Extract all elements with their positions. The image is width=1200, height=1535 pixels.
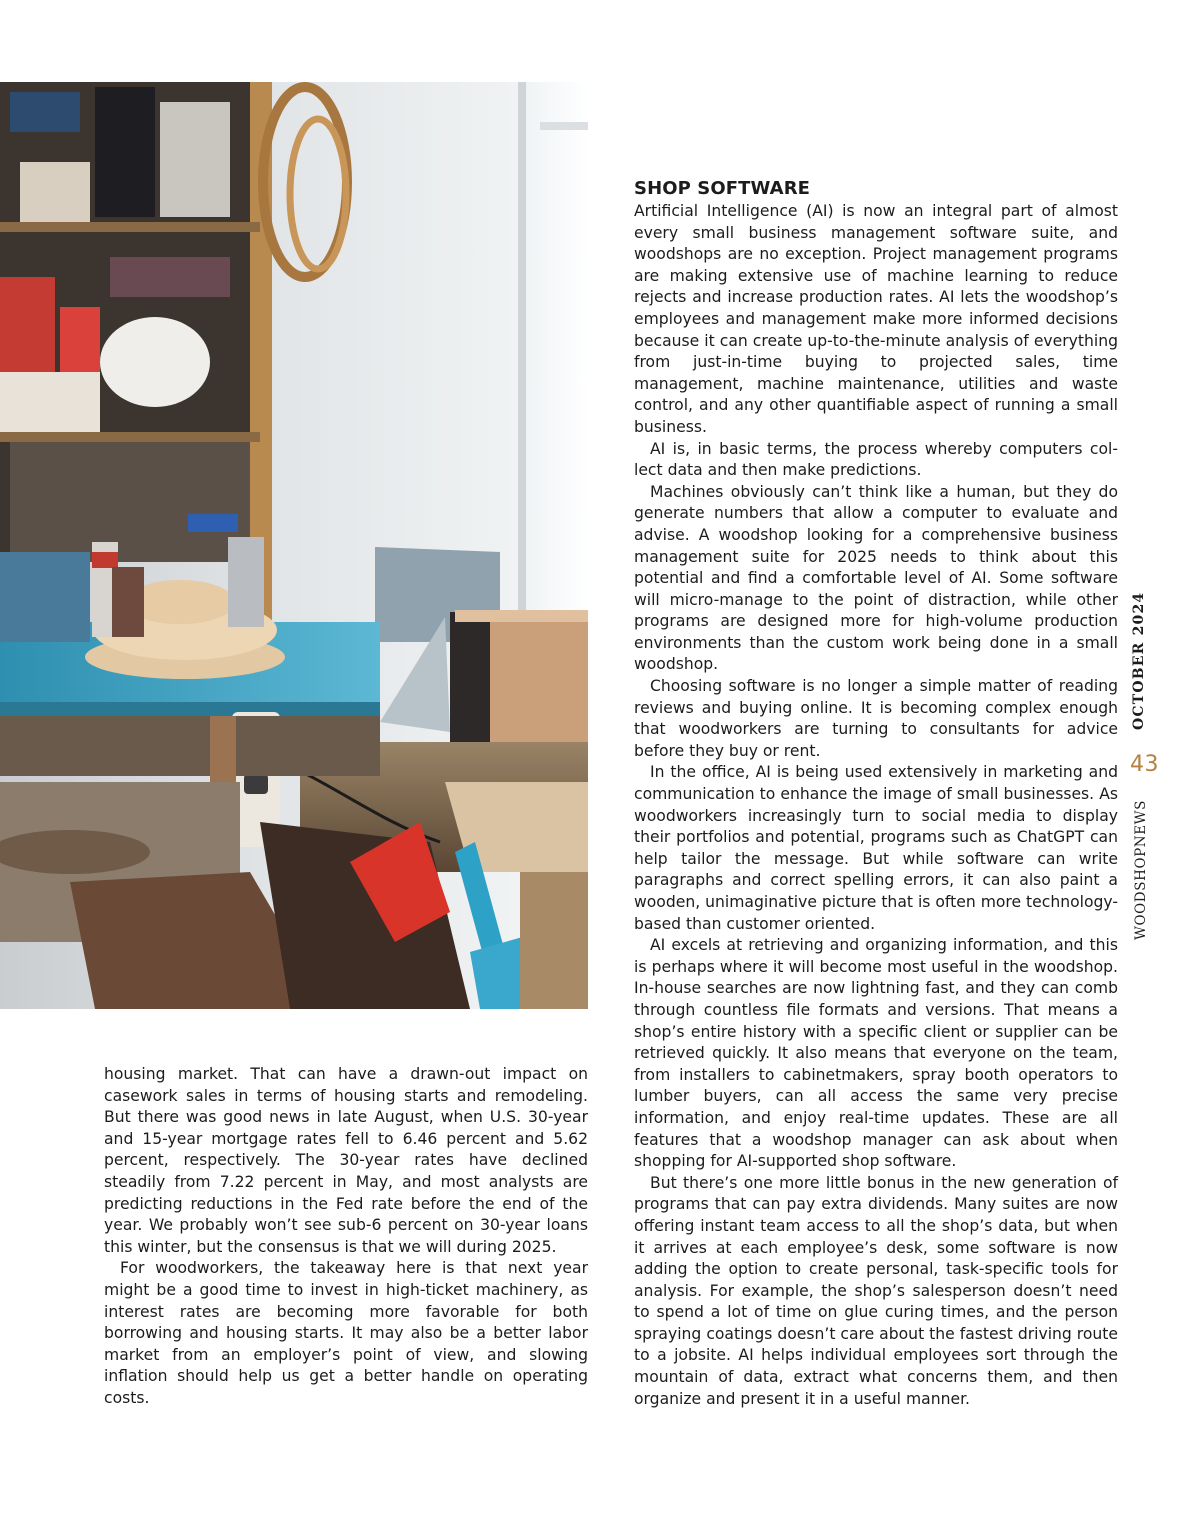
paragraph: But there’s one more little bonus in the new generation of programs that can pay extra dividends. Many suites are now offering instant team access to all the shop’s data, but when it arrives at each employee’s desk, some software is now adding the option to create personal, task-specific tools for analysis. For example, the shop’s salesperson doesn’t need to spend a lot of time on glue curing times, and the person spraying coatings doesn’t care about the fastest driving route to a jobsite. AI helps individual employees sort through the mountain of data, extract what concerns them, and then organize and present it in a useful manner. [634, 1173, 1118, 1408]
article-left-column [104, 1064, 588, 1410]
paragraph: In the office, AI is being used extensively in marketing and communication to enhance the image of small businesses. As woodworkers increasingly turn to social media to display their portfolios and potential, programs such as ChatGPT can help tailor the message. But while software can write paragraphs and correct spelling errors, it can also paint a wooden, unimaginative picture that is often more technology-based than customer oriented. [634, 763, 1118, 933]
workshop-photo [0, 82, 588, 1009]
publication-name: WOODSHOPNEWS [1133, 800, 1149, 940]
paragraph: For woodworkers, the takeaway here is that next year might be a good time to invest in high-ticket machinery, as interest rates are becoming more favorable for both borrowing and housing starts. It may also be a better labor market from an employer’s point of view, and slowing inflation should help us get a better handle on operating costs. [104, 1259, 588, 1407]
paragraph: AI is, in basic terms, the process whereby computers collect data and then make predictions. [634, 439, 1118, 480]
section-heading: SHOP SOFTWARE [634, 178, 811, 199]
issue-date: OCTOBER 2024 [1131, 591, 1147, 730]
paragraph: Choosing software is no longer a simple matter of reading reviews and buying online. It is becoming complex enough that woodworkers are turning to consultants for advice before they buy or rent. [634, 677, 1118, 760]
paragraph: housing market. That can have a drawn-out impact on casework sales in terms of housing starts and remodeling. But there was good news in late August, when U.S. 30-year and 15-year mortgage rates fell to 6.46 percent and 5.62 percent, respectively. The 30-year rates have declined steadily from 7.22 percent in May, and most analysts are predicting reductions in the Fed rate before the end of the year. We probably won’t see sub-6 percent on 30-year loans this winter, but the consensus is that we will during 2025. [104, 1065, 588, 1256]
paragraph: Artificial Intelligence (AI) is now an integral part of almost every small business management software suite, and woodshops are no exception. Project management programs are making extensive use of machine learning to reduce rejects and increase production rates. AI lets the woodshop’s employees and management make more informed decisions because it can create up-to-the-minute analysis of everything from just-in-time buying to projected sales, time management, machine maintenance, utilities and waste control, and any other quantifiable aspect of running a small business. [634, 202, 1118, 436]
paragraph: AI excels at retrieving and organizing information, and this is perhaps where it will become most useful in the woodshop. In-house searches are now lightning fast, and they can comb through countless file formats and versions. That means a shop’s entire history with a specific client or supplier can be retrieved quickly. It also means that everyone on the team, from installers to cabinetmakers, spray booth operators to lumber buyers, can all access the same very precise information, and enjoy real-time updates. These are all features that a woodshop manager can ask about when shopping for AI-supported shop software. [634, 936, 1118, 1171]
page-number: 43 [1130, 752, 1159, 777]
article-right-column [634, 178, 1118, 1410]
workshop-illustration [0, 82, 588, 1009]
paragraph: Machines obviously can’t think like a human, but they do generate numbers that allow a computer to evaluate and advise. A woodshop looking for a comprehensive business management suite for 2025 needs to think about this potential and find a comfortable level of AI. Some software will micro-manage to the point of distraction, while other programs are designed more for high-volume production environments than the custom work being done in a small woodshop. [634, 482, 1118, 674]
